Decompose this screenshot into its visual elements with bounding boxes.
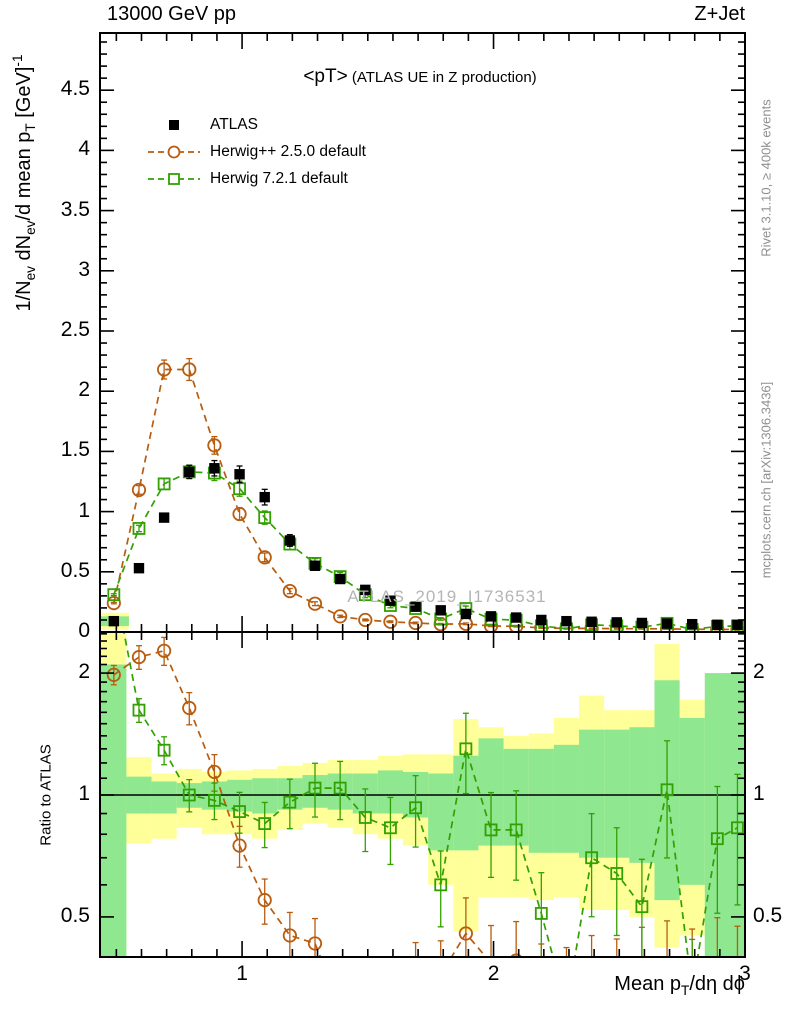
main-y-tick-label: 4 [78, 137, 90, 161]
atlas-point [310, 561, 320, 571]
atlas-point [687, 619, 697, 629]
ratio-y-tick-label-right: 0.5 [753, 903, 783, 927]
atlas-marker-icon [148, 116, 200, 134]
open-circle [169, 146, 180, 157]
open-square [169, 174, 179, 184]
atlas-point [260, 492, 270, 502]
ratio-y-tick-label: 1 [78, 782, 90, 805]
mcplots-reference-note: mcplots.cern.ch [arXiv:1306.3436] [758, 381, 774, 579]
ratio-y-tick-label: 0.5 [60, 903, 90, 927]
main-y-tick-label: 0 [78, 619, 90, 642]
x-tick-label: 2 [487, 962, 500, 985]
analysis-name: (ATLAS UE in Z production) [347, 69, 537, 86]
herwigpp-point [409, 968, 421, 980]
ratio-y-tick-label-right: 1 [753, 782, 765, 805]
plot-title [303, 66, 536, 88]
green-band [100, 665, 126, 957]
legend-row-herwigpp [148, 138, 366, 165]
main-y-tick-label: 4.5 [60, 77, 90, 101]
atlas-point [511, 612, 521, 622]
main-y-tick-label: 2 [78, 378, 90, 402]
rivet-version-note: Rivet 3.1.10, ≥ 400k events [758, 99, 774, 257]
legend-label: Herwig++ 2.5.0 default [210, 142, 366, 160]
atlas-point [109, 616, 119, 626]
legend-row-atlas [148, 111, 366, 138]
herwig7-point [561, 1001, 572, 1012]
analysis-id-watermark: ATLAS_2019_I1736531 [347, 587, 547, 606]
main-y-axis-label: $1/N_{ev}$ $dN_{ev}/d$ mean $p_T$ [GeV]$^{-1}$ [10, 54, 38, 312]
atlas-point [662, 618, 672, 628]
atlas-point [486, 611, 496, 621]
main-y-tick-label: 1.5 [60, 438, 90, 462]
main-y-tick-label: 2.5 [60, 317, 90, 341]
herwig7-main [108, 465, 743, 635]
herwigpp-point [535, 979, 547, 991]
legend-label: ATLAS [210, 115, 258, 133]
main-y-tick-label: 3 [78, 257, 90, 281]
atlas-point [612, 617, 622, 627]
atlas-point [561, 616, 571, 626]
legend [148, 111, 366, 192]
green-band [152, 781, 177, 813]
atlas-point [234, 469, 244, 479]
herwig7-marker-icon [148, 170, 200, 188]
ratio-y-axis-label: Ratio to ATLAS [37, 744, 55, 846]
beam-energy-label: 13000 GeV pp [107, 3, 236, 25]
herwigpp-point [334, 1001, 346, 1013]
process-label: Z+Jet [694, 3, 745, 25]
x-tick-label: 1 [236, 962, 248, 985]
atlas-point [461, 609, 471, 619]
atlas-point [586, 617, 596, 627]
atlas-point [184, 467, 194, 477]
x-tick-label: 3 [739, 962, 751, 985]
legend-row-herwig7 [148, 165, 366, 192]
atlas-point [536, 615, 546, 625]
atlas-point [209, 463, 219, 473]
herwigpp-point [585, 973, 597, 985]
herwigpp-point [435, 968, 447, 980]
herwigpp-marker-icon [148, 143, 200, 161]
atlas-point [335, 574, 345, 584]
herwigpp-point [384, 984, 396, 996]
x-axis-label: Mean $p_T/d\eta$ dϕ [614, 973, 745, 998]
atlas-point [637, 618, 647, 628]
main-y-tick-label: 3.5 [60, 197, 90, 221]
ratio-y-tick-label: 2 [78, 660, 90, 684]
filled-square [169, 120, 179, 130]
green-band [554, 745, 579, 853]
herwig7-point [108, 574, 119, 585]
herwigpp-point [560, 984, 572, 996]
observable-name: <pT> [303, 66, 348, 87]
main-y-tick-label: 1 [78, 498, 90, 522]
legend-label: Herwig 7.2.1 default [210, 169, 348, 187]
atlas-point [159, 512, 169, 522]
atlas-point [712, 620, 722, 630]
ratio-y-tick-label-right: 2 [753, 660, 765, 684]
atlas-point [285, 535, 295, 545]
green-band [680, 718, 705, 885]
green-band [725, 673, 745, 956]
main-y-tick-label: 0.5 [60, 558, 90, 582]
green-band [529, 749, 554, 853]
atlas-point [732, 620, 742, 630]
herwigpp-point [359, 1010, 371, 1022]
atlas-point [134, 563, 144, 573]
